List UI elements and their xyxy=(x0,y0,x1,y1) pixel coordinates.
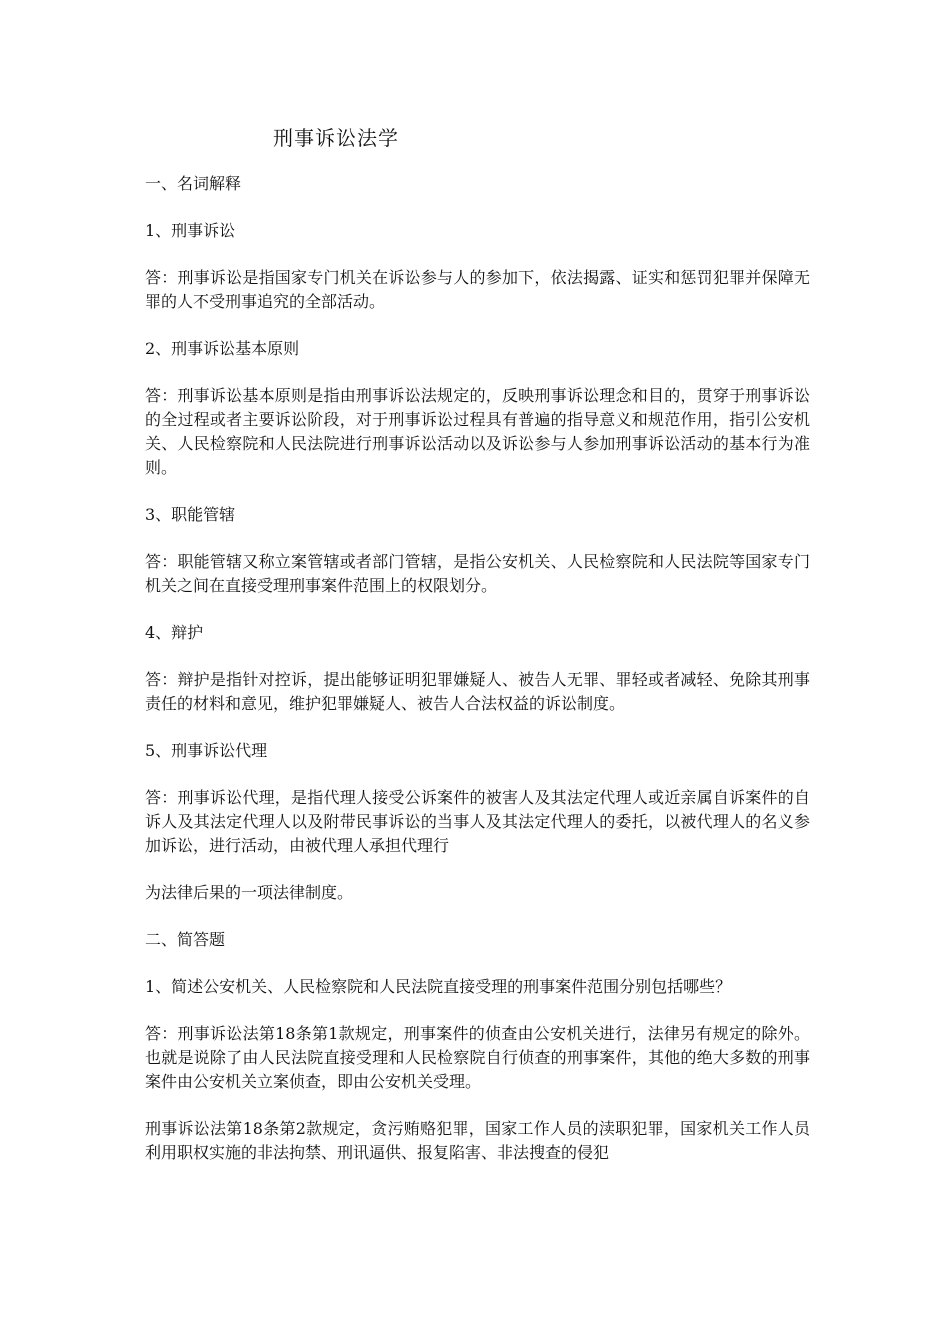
answer-paragraph: 答：职能管辖又称立案管辖或者部门管辖，是指公安机关、人民检察院和人民法院等国家专门机关之间在直接受理刑事案件范围上的权限划分。 xyxy=(145,552,810,595)
section-heading: 二、简答题 xyxy=(145,930,226,949)
document-title: 刑事诉讼法学 xyxy=(273,126,399,150)
term-heading: 2、刑事诉讼基本原则 xyxy=(145,339,300,358)
document-body xyxy=(145,172,810,1188)
answer-paragraph: 答：刑事诉讼基本原则是指由刑事诉讼法规定的，反映刑事诉讼理念和目的，贯穿于刑事诉讼的全过程或者主要诉讼阶段，对于刑事诉讼过程具有普遍的指导意义和规范作用，指引公安机关、人民检察院和人民法院进行刑事诉讼活动以及诉讼参与人参加刑事诉讼活动的基本行为准则。 xyxy=(145,386,810,477)
term-heading: 4、辩护 xyxy=(145,623,204,642)
answer-paragraph: 答：刑事诉讼代理，是指代理人接受公诉案件的被害人及其法定代理人或近亲属自诉案件的自诉人及其法定代理人以及附带民事诉讼的当事人及其法定代理人的委托，以被代理人的名义参加诉讼，进行活动，由被代理人承担代理行 xyxy=(145,788,810,855)
answer-paragraph: 答：刑事诉讼是指国家专门机关在诉讼参与人的参加下，依法揭露、证实和惩罚犯罪并保障无罪的人不受刑事追究的全部活动。 xyxy=(145,268,810,311)
term-heading: 5、刑事诉讼代理 xyxy=(145,741,268,760)
question-paragraph: 1、简述公安机关、人民检察院和人民法院直接受理的刑事案件范围分别包括哪些？ xyxy=(145,977,732,996)
term-heading: 1、刑事诉讼 xyxy=(145,221,236,240)
answer-paragraph: 刑事诉讼法第18条第2款规定，贪污贿赂犯罪，国家工作人员的渎职犯罪，国家机关工作人员利用职权实施的非法拘禁、刑讯逼供、报复陷害、非法搜查的侵犯 xyxy=(145,1119,810,1162)
answer-paragraph: 答：刑事诉讼法第18条第1款规定，刑事案件的侦查由公安机关进行，法律另有规定的除外。也就是说除了由人民法院直接受理和人民检察院自行侦查的刑事案件，其他的绝大多数的刑事案件由公安机关立案侦查，即由公安机关受理。 xyxy=(145,1024,810,1091)
term-heading: 3、职能管辖 xyxy=(145,505,236,524)
answer-paragraph-continued: 为法律后果的一项法律制度。 xyxy=(145,883,354,902)
section-heading: 一、名词解释 xyxy=(145,174,242,193)
answer-paragraph: 答：辩护是指针对控诉，提出能够证明犯罪嫌疑人、被告人无罪、罪轻或者减轻、免除其刑事责任的材料和意见，维护犯罪嫌疑人、被告人合法权益的诉讼制度。 xyxy=(145,670,810,713)
